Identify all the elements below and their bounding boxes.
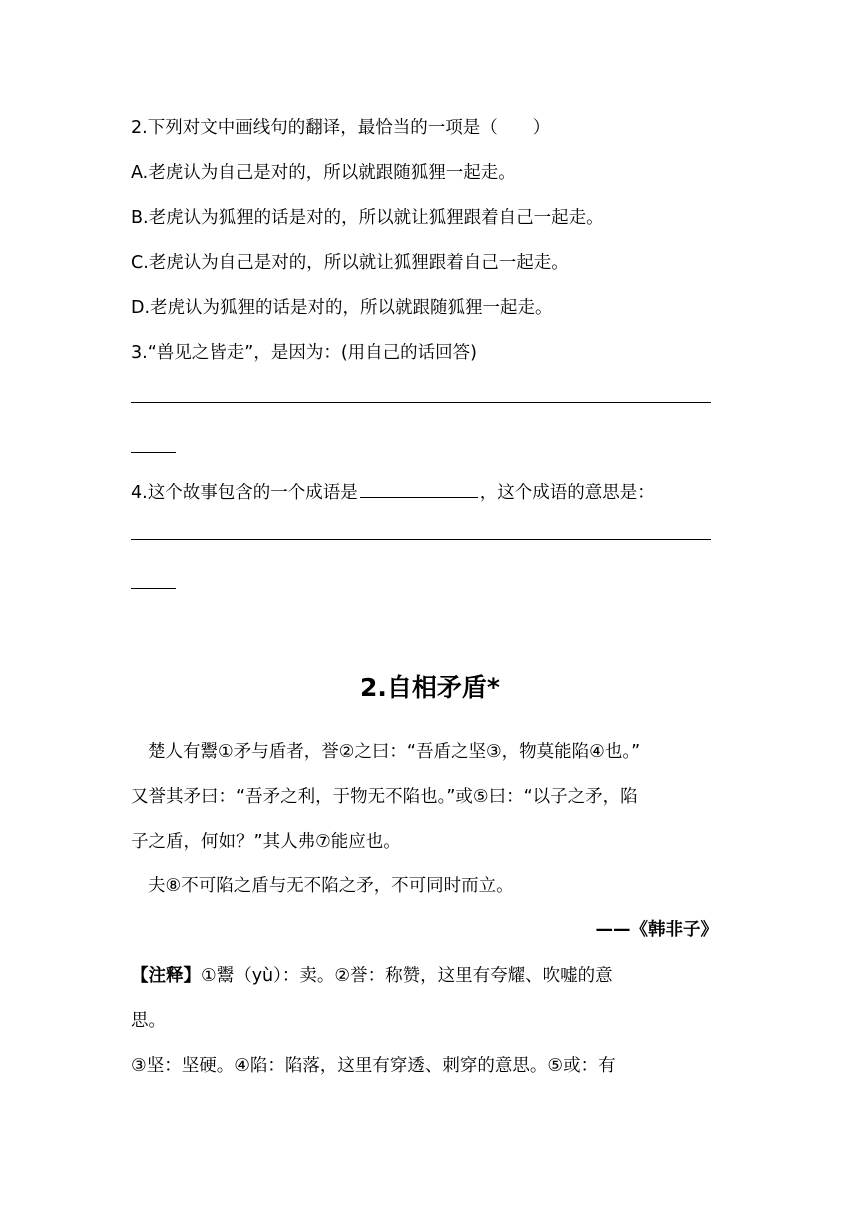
notes-text-1: ①鬻（yù）：卖。②誉：称赞，这里有夸耀、吹嘘的意 xyxy=(201,966,613,986)
passage-title: 2.自相矛盾* xyxy=(360,673,500,702)
notes-line-2: 思。 xyxy=(131,1011,166,1031)
q4-stem-before: 4.这个故事包含的一个成语是 xyxy=(131,483,358,503)
notes-line-3: ③坚：坚硬。④陷：陷落，这里有穿透、刺穿的意思。⑤或：有 xyxy=(131,1056,616,1076)
q3-answer-line-tail xyxy=(131,452,176,453)
q3-answer-line xyxy=(131,402,711,403)
q2-option-c: C.老虎认为自己是对的，所以就让狐狸跟着自己一起走。 xyxy=(131,253,569,273)
q3-stem: 3.“兽见之皆走”，是因为：(用自己的话回答) xyxy=(131,343,477,363)
passage-line-2: 又誉其矛曰：“吾矛之利，于物无不陷也。”或⑤曰：“以子之矛，陷 xyxy=(131,787,638,807)
q2-option-a: A.老虎认为自己是对的，所以就跟随狐狸一起走。 xyxy=(131,163,516,183)
passage-line-3: 子之盾，何如？”其人弗⑦能应也。 xyxy=(131,832,401,852)
q2-option-b: B.老虎认为狐狸的话是对的，所以就让狐狸跟着自己一起走。 xyxy=(131,208,604,228)
q4-answer-line xyxy=(131,539,711,540)
notes-label: 【注释】 xyxy=(131,966,201,986)
q4-idiom-blank xyxy=(360,479,478,498)
notes-line-1 xyxy=(131,964,613,988)
q4-answer-line-tail xyxy=(131,588,176,589)
q2-stem: 2.下列对文中画线句的翻译，最恰当的一项是（ ） xyxy=(131,118,551,138)
q4-stem-after: ，这个成语的意思是： xyxy=(479,483,655,503)
passage-source: ——《韩非子》 xyxy=(595,920,718,940)
q4-stem xyxy=(131,479,655,505)
q2-option-d: D.老虎认为狐狸的话是对的，所以就跟随狐狸一起走。 xyxy=(131,298,553,318)
passage-line-4: 夫⑧不可陷之盾与无不陷之矛，不可同时而立。 xyxy=(148,876,514,896)
passage-line-1: 楚人有鬻①矛与盾者，誉②之曰：“吾盾之坚③，物莫能陷④也。” xyxy=(148,742,641,762)
